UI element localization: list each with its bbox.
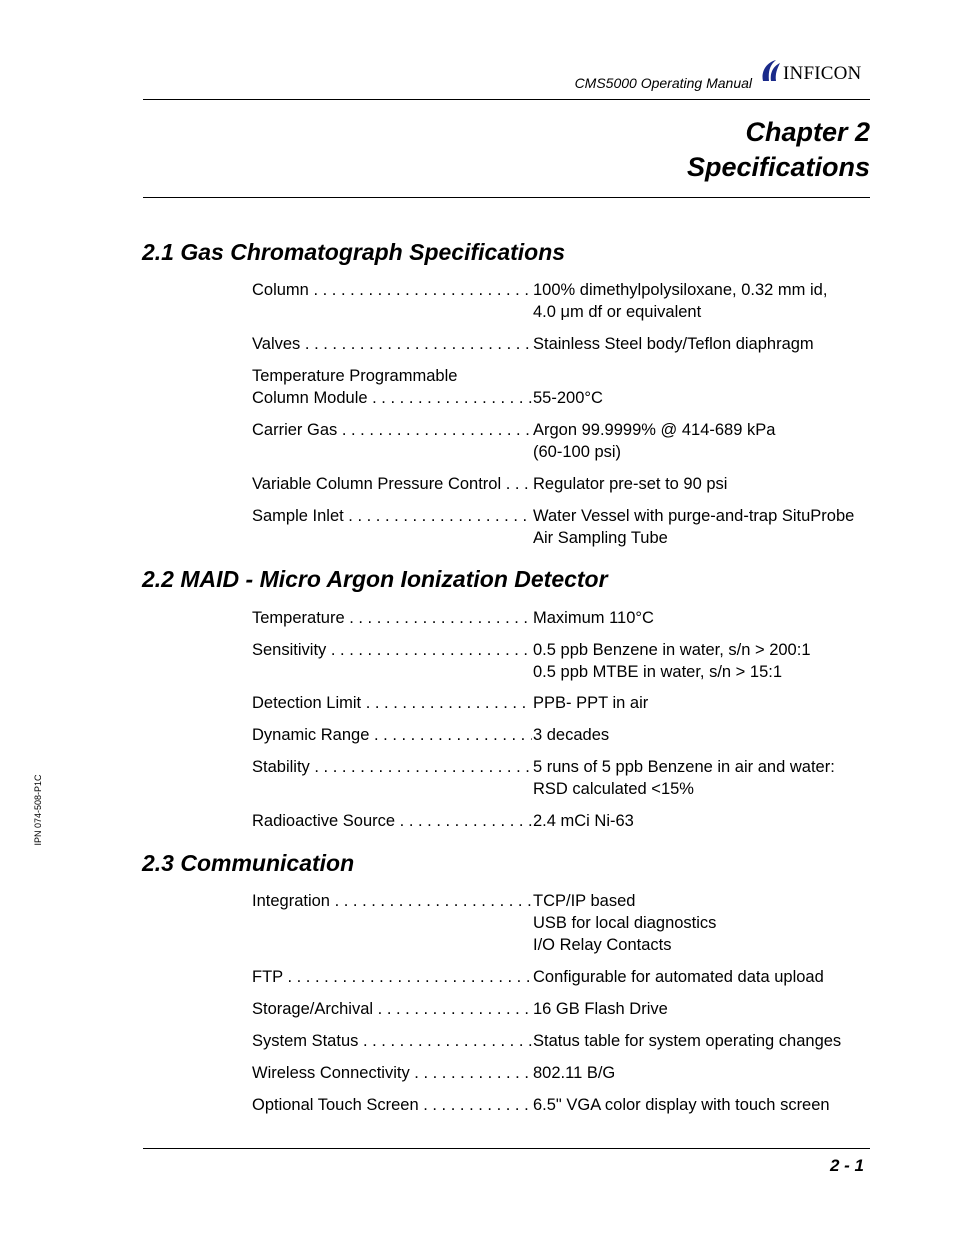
spec-label: Storage/Archival . . . [252, 998, 532, 1020]
spec-label: Integration . . . [252, 890, 532, 912]
spec-label: Temperature . . . [252, 607, 532, 629]
spec-value [533, 692, 648, 714]
spec-value-line: 100% dimethylpolysiloxane, 0.32 mm id, [533, 281, 828, 299]
spec-value [533, 724, 609, 746]
inficon-logo [760, 59, 872, 85]
spec-value-line: Status table for system operating changes [533, 1032, 842, 1050]
section-heading: 2.3 Communication [142, 850, 355, 876]
page-number: 2 - 1 [829, 1156, 864, 1175]
footer-rule [143, 1148, 870, 1149]
spec-value [533, 1062, 615, 1084]
spec-label: Radioactive Source . . . [252, 810, 532, 832]
spec-value-line: PPB- PPT in air [533, 694, 649, 712]
spec-value [533, 1030, 841, 1052]
spec-value-line: 802.11 B/G [533, 1064, 616, 1082]
spec-label: FTP . . . [252, 966, 532, 988]
spec-label: Variable Column Pressure Control . . . [252, 473, 532, 495]
logo-text: INFICON [783, 63, 862, 84]
spec-value-line: USB for local diagnostics [533, 914, 717, 932]
spec-value [533, 639, 811, 683]
inficon-logo-icon [760, 59, 782, 83]
spec-value-line: 6.5" VGA color display with touch screen [533, 1096, 830, 1114]
chapter-title: Specifications [686, 152, 870, 182]
spec-value [533, 279, 827, 323]
document-code: IPN 074-508-P1C [33, 774, 43, 846]
spec-value-line: 16 GB Flash Drive [533, 1000, 668, 1018]
spec-label: Column Module . . . [252, 387, 532, 409]
spec-value [533, 607, 654, 629]
spec-value-line: 2.4 mCi Ni-63 [533, 812, 634, 830]
spec-label: Dynamic Range . . . [252, 724, 532, 746]
spec-pre-label: Temperature Programmable [252, 367, 458, 385]
spec-value [533, 890, 716, 956]
section-heading: 2.1 Gas Chromatograph Specifications [142, 239, 566, 265]
spec-value-line: TCP/IP based [533, 892, 636, 910]
section-heading: 2.2 MAID - Micro Argon Ionization Detector [142, 566, 608, 592]
spec-value [533, 505, 854, 549]
spec-value-line: I/O Relay Contacts [533, 936, 672, 954]
spec-value-line: Argon 99.9999% @ 414-689 kPa [533, 421, 776, 439]
spec-value-line: 5 runs of 5 ppb Benzene in air and water: [533, 758, 835, 776]
spec-label: Detection Limit . . . [252, 692, 532, 714]
spec-label: Carrier Gas . . . [252, 419, 532, 441]
spec-label: Stability . . . [252, 756, 532, 778]
spec-value-line: 55-200°C [533, 389, 603, 407]
spec-value [533, 333, 814, 355]
spec-value [533, 387, 603, 409]
chapter-number: Chapter 2 [745, 117, 870, 147]
spec-value [533, 419, 775, 463]
spec-value-line: 0.5 ppb MTBE in water, s/n > 15:1 [533, 663, 783, 681]
spec-value-line: Regulator pre-set to 90 psi [533, 475, 728, 493]
spec-value-line: Maximum 110°C [533, 609, 654, 627]
spec-label: Sensitivity . . . [252, 639, 532, 661]
spec-label: Optional Touch Screen . . . [252, 1094, 532, 1116]
spec-value [533, 966, 824, 988]
spec-label: Valves . . . [252, 333, 532, 355]
spec-value [533, 1094, 830, 1116]
spec-value [533, 473, 727, 495]
spec-value-line: (60-100 psi) [533, 443, 622, 461]
spec-value-line: 4.0 μm df or equivalent [533, 303, 702, 321]
spec-label: Column . . . [252, 279, 532, 301]
spec-value-line: 0.5 ppb Benzene in water, s/n > 200:1 [533, 641, 811, 659]
header-rule [143, 99, 870, 100]
manual-title: CMS5000 Operating Manual [574, 75, 752, 91]
spec-value-line: Configurable for automated data upload [533, 968, 824, 986]
chapter-rule [143, 197, 870, 198]
spec-value-line: Air Sampling Tube [533, 529, 668, 547]
spec-value [533, 756, 835, 800]
spec-value [533, 810, 634, 832]
spec-value-line: RSD calculated <15% [533, 780, 694, 798]
spec-label: Wireless Connectivity . . . [252, 1062, 532, 1084]
spec-value-line: Stainless Steel body/Teflon diaphragm [533, 335, 814, 353]
spec-value [533, 998, 668, 1020]
spec-value-line: 3 decades [533, 726, 610, 744]
spec-value-line: Water Vessel with purge-and-trap SituProbe [533, 507, 855, 525]
spec-label: System Status . . . [252, 1030, 532, 1052]
spec-label: Sample Inlet . . . [252, 505, 532, 527]
